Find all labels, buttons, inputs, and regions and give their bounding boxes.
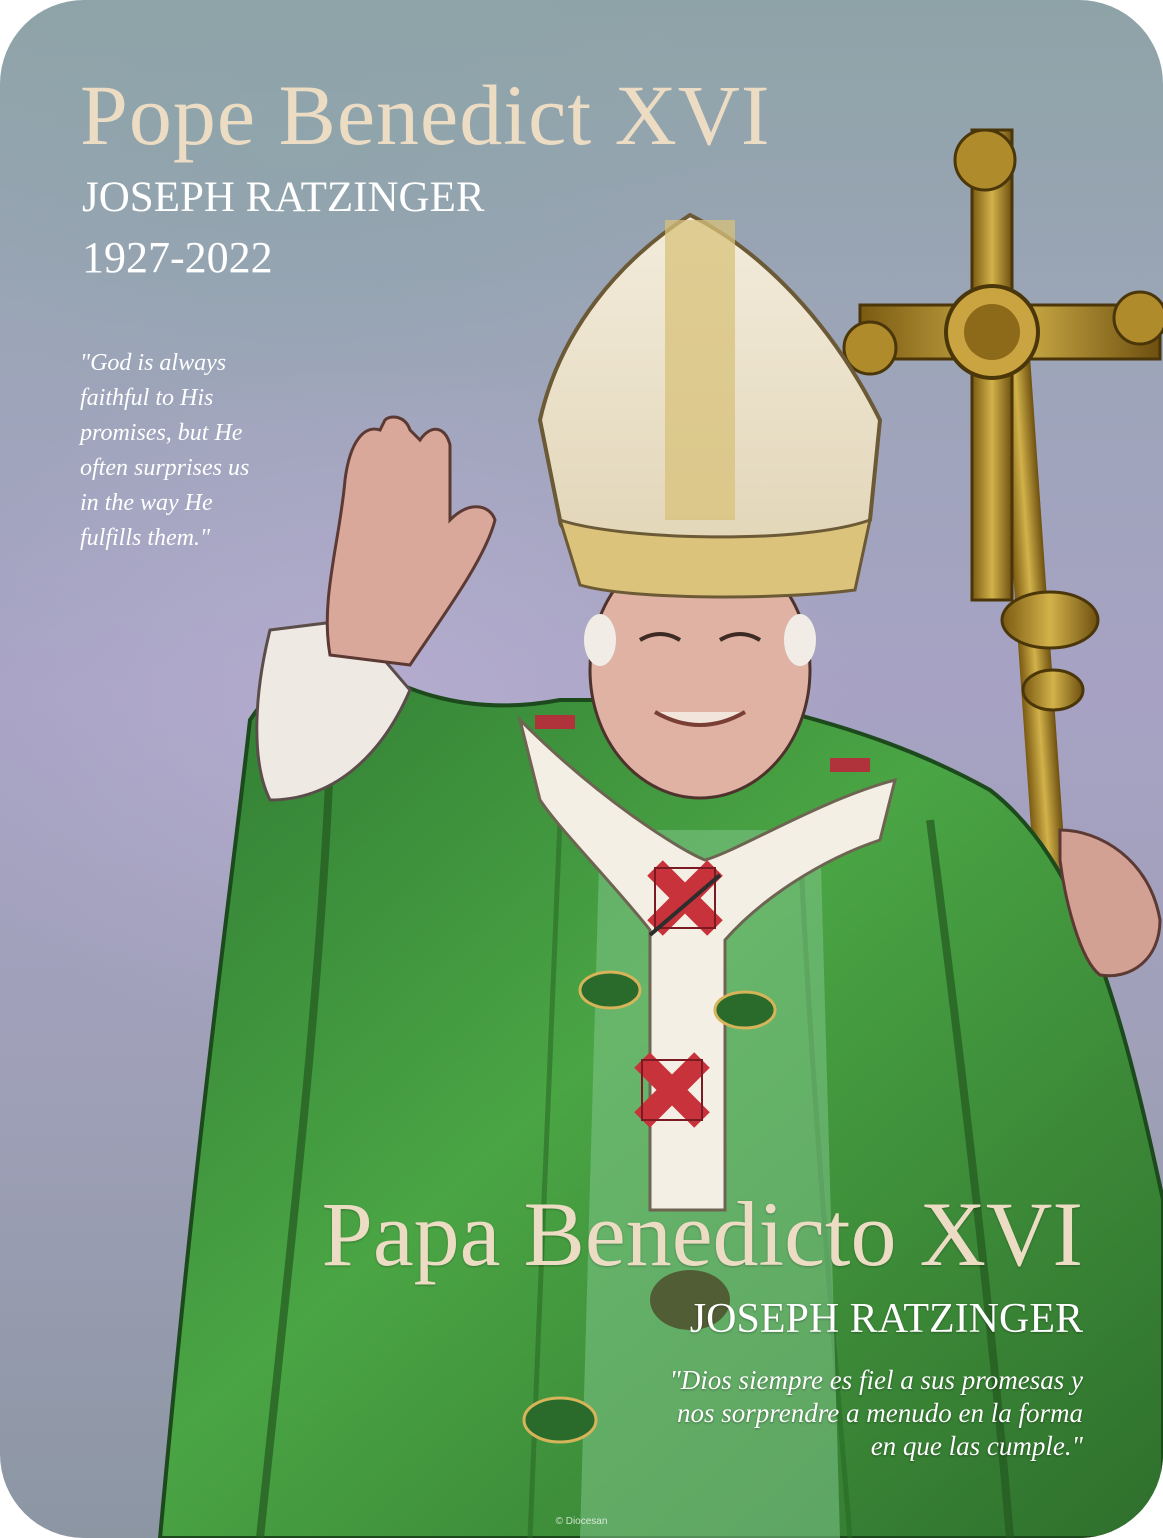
title-english: Pope Benedict XVI (80, 67, 771, 163)
name-spanish: JOSEPH RATZINGER (689, 1296, 1083, 1342)
quote-spanish: "Dios siempre es fiel a sus promesas y nos sorprendre a menudo en la forma en que las cumple." (669, 1365, 1083, 1461)
raised-hand (327, 417, 495, 665)
life-years: 1927-2022 (82, 233, 273, 282)
quote-english: "God is always faithful to His promises, but He often surprises us in the way He fulfills them." (80, 350, 250, 551)
copyright-text: © Diocesan (555, 1516, 608, 1527)
name-english: JOSEPH RATZINGER (82, 174, 485, 221)
title-spanish: Papa Benedicto XVI (321, 1183, 1083, 1285)
